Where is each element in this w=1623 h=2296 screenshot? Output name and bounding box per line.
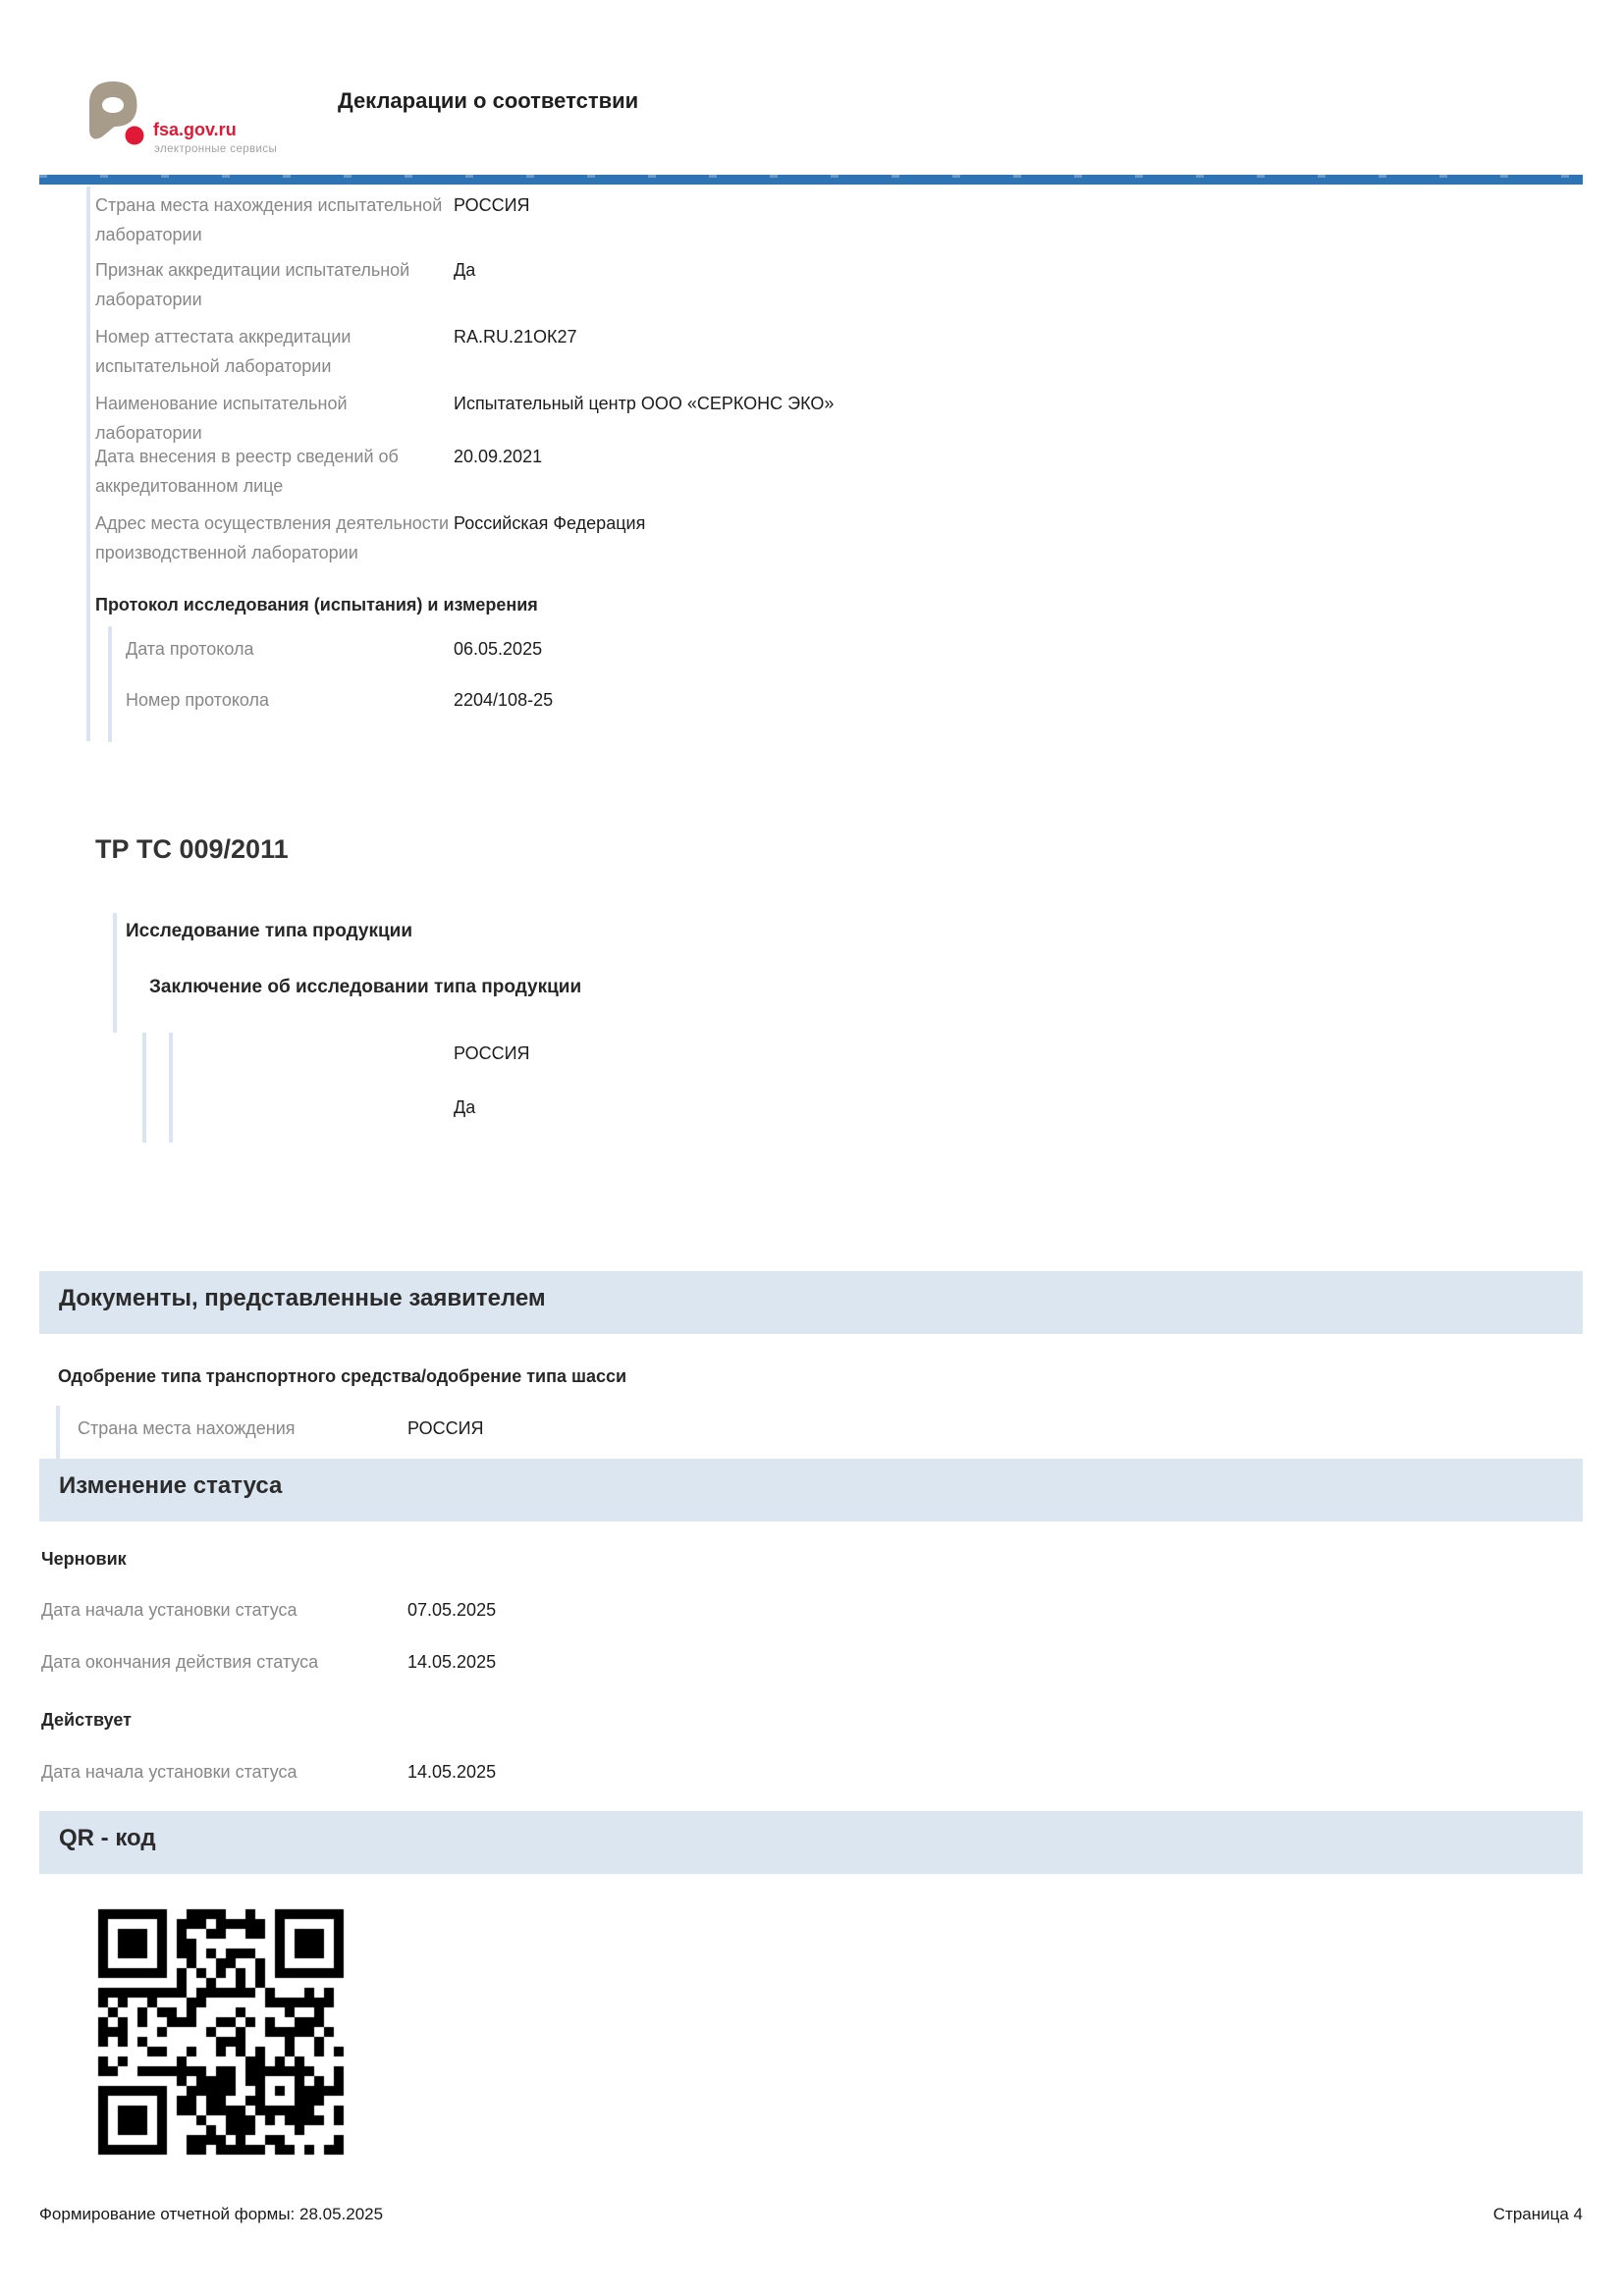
row-value: Да <box>454 260 476 280</box>
section-title: Изменение статуса <box>59 1472 283 1499</box>
section-title: QR - код <box>59 1825 156 1851</box>
status-group-title: Черновик <box>41 1549 127 1569</box>
section-title: Документы, представленные заявителем <box>59 1285 546 1311</box>
logo-subtitle: электронные сервисы <box>154 143 278 155</box>
logo-brand-text: fsa.gov.ru <box>153 120 237 139</box>
page-number: Страница 4 <box>1492 2205 1583 2223</box>
row-label: Страна места нахождения <box>78 1418 296 1438</box>
tr-ts-subheading-2: Заключение об исследовании типа продукции <box>149 977 582 997</box>
row-label: Номер аттестата аккредитации испытательной лаборатории <box>95 327 352 376</box>
row-value: РОССИЯ <box>454 1043 530 1063</box>
status-section-header <box>39 1459 1583 1522</box>
row-value: Да <box>454 1097 476 1117</box>
row-label: Номер протокола <box>126 690 270 710</box>
row-value: РОССИЯ <box>454 195 530 215</box>
status-group-title: Действует <box>41 1710 132 1730</box>
row-value: 20.09.2021 <box>454 447 543 466</box>
row-label: Дата внесения в реестр сведений об аккредитованном лице <box>95 447 399 496</box>
tr-ts-guide-line-1 <box>113 913 117 1033</box>
row-value: RA.RU.21ОК27 <box>454 327 577 347</box>
qr-section-header <box>39 1811 1583 1874</box>
row-label: Признак аккредитации испытательной лаборатории <box>95 260 410 309</box>
row-label: Адрес места осуществления деятельности производственной лаборатории <box>95 513 450 562</box>
page-title: Декларации о соответствии <box>338 88 639 113</box>
row-label: Дата окончания действия статуса <box>41 1652 319 1672</box>
protocol-guide-line <box>108 626 112 742</box>
tr-ts-guide-line-3 <box>169 1033 173 1143</box>
tr-ts-subheading-1: Исследование типа продукции <box>126 921 412 941</box>
row-value: 14.05.2025 <box>407 1762 497 1782</box>
row-value: Российская Федерация <box>454 513 646 533</box>
row-value: Испытательный центр ООО «СЕРКОНС ЭКО» <box>454 394 835 413</box>
row-label: Страна места нахождения испытательной лаборатории <box>95 195 443 244</box>
row-value: 06.05.2025 <box>454 639 543 659</box>
tr-ts-guide-line-2 <box>142 1033 146 1143</box>
qr-code <box>93 1904 349 2160</box>
tr-ts-heading: ТР ТС 009/2011 <box>95 834 289 864</box>
documents-section-header <box>39 1271 1583 1334</box>
table-left-guide-line <box>86 187 90 741</box>
report-generation-date: Формирование отчетной формы: 28.05.2025 <box>39 2205 384 2223</box>
row-value: 14.05.2025 <box>407 1652 497 1672</box>
protocol-section-heading: Протокол исследования (испытания) и измерения <box>95 595 538 614</box>
row-value: 07.05.2025 <box>407 1600 497 1620</box>
row-label: Дата начала установки статуса <box>41 1762 298 1782</box>
row-label: Наименование испытательной лаборатории <box>95 394 348 443</box>
table-top-border <box>39 175 1583 185</box>
row-label: Дата начала установки статуса <box>41 1600 298 1620</box>
documents-subheading: Одобрение типа транспортного средства/одобрение типа шасси <box>58 1366 627 1386</box>
row-label: Дата протокола <box>126 639 254 659</box>
row-value: 2204/108-25 <box>454 690 554 710</box>
row-value: РОССИЯ <box>407 1418 484 1438</box>
fsa-logo-icon <box>82 79 145 154</box>
